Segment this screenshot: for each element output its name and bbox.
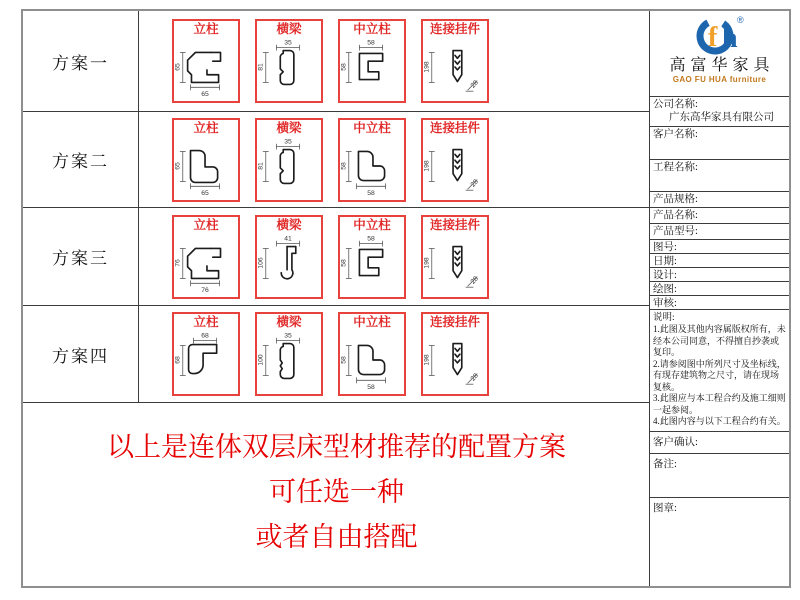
note-line: 4.此图内容与以下工程合约有关。 [653, 416, 786, 426]
profile-title: 连接挂件 [429, 120, 480, 135]
dim-top: 41 [284, 235, 292, 243]
dim-diagonal: 28 [469, 274, 480, 286]
field-label: 设计: [653, 270, 677, 281]
beam-a-profile-drawing [257, 37, 321, 97]
profile-box [255, 118, 323, 202]
profile-box [255, 312, 323, 396]
mid-round-l-profile-drawing [340, 330, 404, 390]
field-label: 工程名称: [653, 162, 698, 173]
dim-bottom: 65 [201, 91, 209, 97]
footer-line: 或者自由搭配 [255, 522, 418, 552]
profile-title: 连接挂件 [429, 217, 480, 232]
dim-left: 100 [257, 354, 265, 366]
gfh-logo-icon [691, 13, 749, 57]
dim-top: 58 [367, 235, 375, 243]
mid-round-l-profile-drawing [340, 136, 404, 196]
profile-title: 连接挂件 [429, 22, 480, 36]
mid-c-profile-drawing [340, 233, 404, 293]
plan-profiles [139, 208, 489, 305]
svg-text:f: f [707, 22, 717, 53]
plan-label: 方案二 [23, 112, 139, 207]
field-label: 日期: [653, 256, 677, 267]
col-notch-profile-drawing [174, 233, 238, 293]
field-row [650, 208, 789, 224]
dim-top: 35 [284, 332, 292, 340]
hanger-profile-drawing [423, 136, 487, 196]
dim-left: 106 [257, 256, 265, 269]
profile-box [338, 312, 406, 396]
dim-bottom: 58 [367, 189, 375, 196]
plan-label: 方案三 [23, 208, 139, 305]
footer-line: 以上是连体双层床型材推荐的配置方案 [107, 432, 566, 462]
plan-row [23, 11, 650, 112]
notes-label: 说明: [653, 313, 675, 323]
profile-box [172, 215, 240, 299]
profile-box [172, 19, 240, 103]
dim-left: 198 [423, 159, 431, 172]
field-row [650, 240, 789, 254]
field-row [650, 192, 789, 208]
dim-left: 198 [423, 256, 431, 269]
mid-c-profile-drawing [340, 37, 404, 97]
field-label: 绘图: [653, 284, 677, 295]
profile-box [172, 118, 240, 202]
dim-diagonal: 28 [469, 372, 480, 383]
dim-left: 198 [423, 354, 431, 366]
title-block [649, 11, 789, 586]
footer-note [23, 403, 650, 589]
field-label: 产品名称: [653, 210, 698, 221]
profile-title: 立柱 [193, 315, 219, 329]
dim-left: 65 [174, 63, 182, 71]
field-label: 公司名称: [653, 99, 698, 110]
dim-left: 76 [174, 258, 182, 267]
profile-title: 横梁 [276, 120, 302, 135]
note-line: 3.此图应与本工程合约及施工细则一起参阅。 [653, 393, 786, 415]
profile-title: 立柱 [193, 120, 219, 135]
col-round-l-profile-drawing [174, 136, 238, 196]
footer-line: 可任选一种 [269, 477, 404, 507]
profile-box [255, 19, 323, 103]
note-line: 2.请参阅图中所列尺寸及坐标线，有现存建筑物之尺寸，请在现场复核。 [653, 358, 786, 392]
dim-left: 58 [340, 356, 348, 364]
profile-title: 中立柱 [353, 315, 391, 329]
field-row [650, 268, 789, 282]
dim-left: 81 [257, 63, 265, 71]
hanger-profile-drawing [423, 330, 487, 390]
plan-profiles [139, 112, 489, 207]
profile-title: 立柱 [193, 22, 219, 36]
plan-row [23, 208, 650, 306]
beam-hook-profile-drawing [257, 233, 321, 293]
profile-box [421, 118, 489, 202]
dim-top: 35 [284, 138, 292, 146]
profile-box [421, 19, 489, 103]
field-label: 产品型号: [653, 226, 698, 237]
profile-box [421, 215, 489, 299]
profile-box [255, 215, 323, 299]
profile-title: 中立柱 [353, 120, 391, 135]
dim-left: 58 [340, 63, 348, 71]
profile-title: 中立柱 [353, 217, 391, 232]
profile-box [338, 215, 406, 299]
dim-diagonal: 28 [469, 79, 480, 90]
dim-bottom: 58 [367, 384, 375, 390]
svg-text:h: h [721, 23, 738, 54]
field-row [650, 224, 789, 240]
field-row [650, 127, 789, 160]
notes-lines [653, 324, 786, 428]
profile-title: 连接挂件 [429, 315, 480, 329]
brand-name-en: GAO FU HUA furniture [672, 75, 767, 84]
registered-mark-icon: ® [736, 15, 744, 25]
profile-title: 中立柱 [353, 22, 391, 36]
plan-profiles [139, 11, 489, 111]
profile-box [338, 118, 406, 202]
profile-title: 横梁 [276, 217, 302, 232]
field-label: 审核: [653, 298, 677, 309]
dim-left: 68 [174, 356, 182, 364]
remark-cell: 备注: [650, 454, 789, 498]
notes-cell [650, 310, 789, 432]
profile-title: 横梁 [276, 22, 302, 36]
field-row [650, 296, 789, 310]
profile-box [421, 312, 489, 396]
profile-title: 立柱 [193, 217, 219, 232]
dim-left: 65 [174, 161, 182, 170]
plan-profiles [139, 306, 489, 402]
dim-bottom: 76 [201, 286, 209, 293]
customer-confirm-cell: 客户确认: [650, 432, 789, 454]
beam-c-profile-drawing [257, 330, 321, 390]
seal-cell: 图章: [653, 503, 677, 514]
field-label: 产品规格: [653, 194, 698, 205]
dim-top: 35 [284, 39, 292, 47]
dim-left: 198 [423, 61, 431, 73]
hanger-profile-drawing [423, 37, 487, 97]
field-label: 图号: [653, 242, 677, 253]
col-round-l2-profile-drawing [174, 330, 238, 390]
dim-left: 81 [257, 161, 265, 170]
note-line: 1.此图及其他内容属版权所有，未经本公司同意，不得擅自抄袭或复印。 [653, 324, 786, 357]
dim-top: 58 [367, 39, 375, 47]
field-row [650, 160, 789, 192]
plan-label: 方案一 [23, 11, 139, 111]
brand-name-cn: 高富华家具 [669, 57, 775, 74]
field-row [650, 254, 789, 268]
beam-a-profile-drawing [257, 136, 321, 196]
profile-title: 横梁 [276, 315, 302, 329]
company-logo [650, 11, 789, 97]
plan-row [23, 306, 650, 403]
plan-label: 方案四 [23, 306, 139, 402]
profile-box [338, 19, 406, 103]
dim-left: 58 [340, 161, 348, 170]
field-label: 客户名称: [653, 129, 698, 140]
field-row [650, 282, 789, 296]
hanger-profile-drawing [423, 233, 487, 293]
dim-bottom: 65 [201, 189, 209, 196]
field-row [650, 97, 789, 127]
plan-row [23, 112, 650, 208]
sheet-border [21, 9, 791, 588]
field-value: 广东高华家具有限公司 [669, 112, 774, 123]
col-notch-profile-drawing [174, 37, 238, 97]
plans-region [23, 11, 650, 586]
plans-table [23, 11, 650, 403]
profile-box [172, 312, 240, 396]
dim-left: 58 [340, 258, 348, 267]
dim-diagonal: 28 [469, 177, 480, 189]
dim-top: 68 [201, 332, 209, 340]
